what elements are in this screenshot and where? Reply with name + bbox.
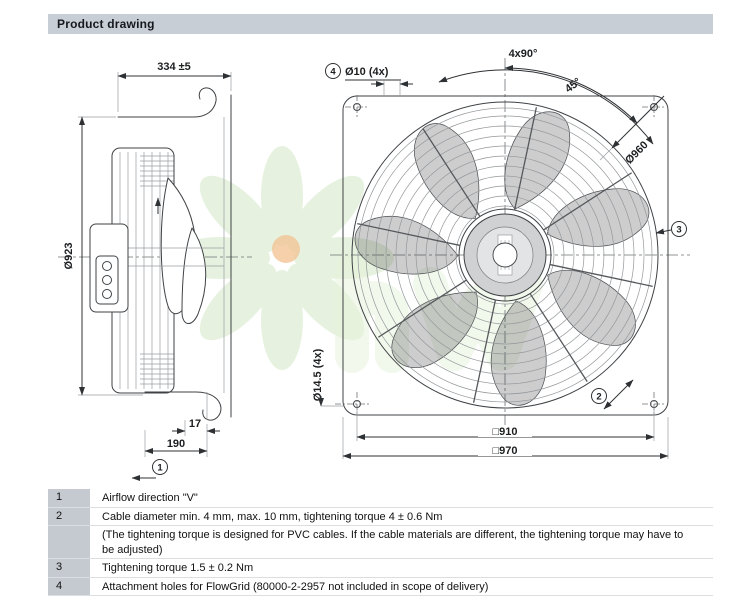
note-number: 2 [48, 508, 92, 526]
table-row [48, 526, 713, 559]
notes-table [48, 489, 713, 596]
table-row [48, 559, 713, 578]
table-row [48, 489, 713, 508]
callout-4 [326, 64, 414, 97]
page-title: Product drawing [57, 17, 155, 31]
dim-17-label: 17 [188, 418, 202, 430]
callout-1 [132, 460, 168, 479]
dim-190-label: 190 [166, 438, 186, 450]
note-number: 4 [48, 578, 92, 596]
dim-square-970 [343, 417, 668, 459]
dim-o14-label: Ø14.5 (4x) [312, 348, 324, 402]
svg-text:1: 1 [157, 462, 163, 474]
svg-text:3: 3 [676, 224, 682, 236]
note-number: 1 [48, 489, 92, 507]
note-text: Airflow direction "V" [102, 492, 198, 504]
dim-diameter-label: Ø923 [63, 242, 75, 270]
dim-960-label: Ø960 [623, 139, 651, 167]
dim-45-label: 45° [562, 75, 584, 96]
note-text: Tightening torque 1.5 ± 0.2 Nm [102, 562, 254, 574]
motor-hub [464, 214, 546, 296]
note-text: Cable diameter min. 4 mm, max. 10 mm, tightening torque 4 ± 0.6 Nm [102, 510, 443, 523]
svg-text:2: 2 [596, 391, 602, 403]
svg-text:□970: □970 [492, 445, 518, 457]
table-row [48, 578, 713, 597]
dim-4x90-label: 4x90° [508, 48, 538, 60]
svg-text:4: 4 [330, 66, 336, 78]
front-view [312, 48, 690, 459]
dim-depth-label: 334 ±5 [157, 61, 191, 73]
note-text: (The tightening torque is designed for PVC cables. If the cable materials are different, the tightening torque may have to be adjusted) [102, 529, 684, 556]
svg-text:□910: □910 [492, 426, 518, 438]
note-text: Attachment holes for FlowGrid (80000-2-2957 not included in scope of delivery) [102, 580, 489, 593]
callout-3 [656, 222, 687, 237]
dim-o10-label: Ø10 (4x) [345, 66, 389, 78]
watermark-orange-dot [272, 235, 300, 263]
note-number: 3 [48, 559, 92, 577]
table-row [48, 508, 713, 527]
note-number [48, 526, 92, 558]
callout-2 [592, 380, 634, 409]
